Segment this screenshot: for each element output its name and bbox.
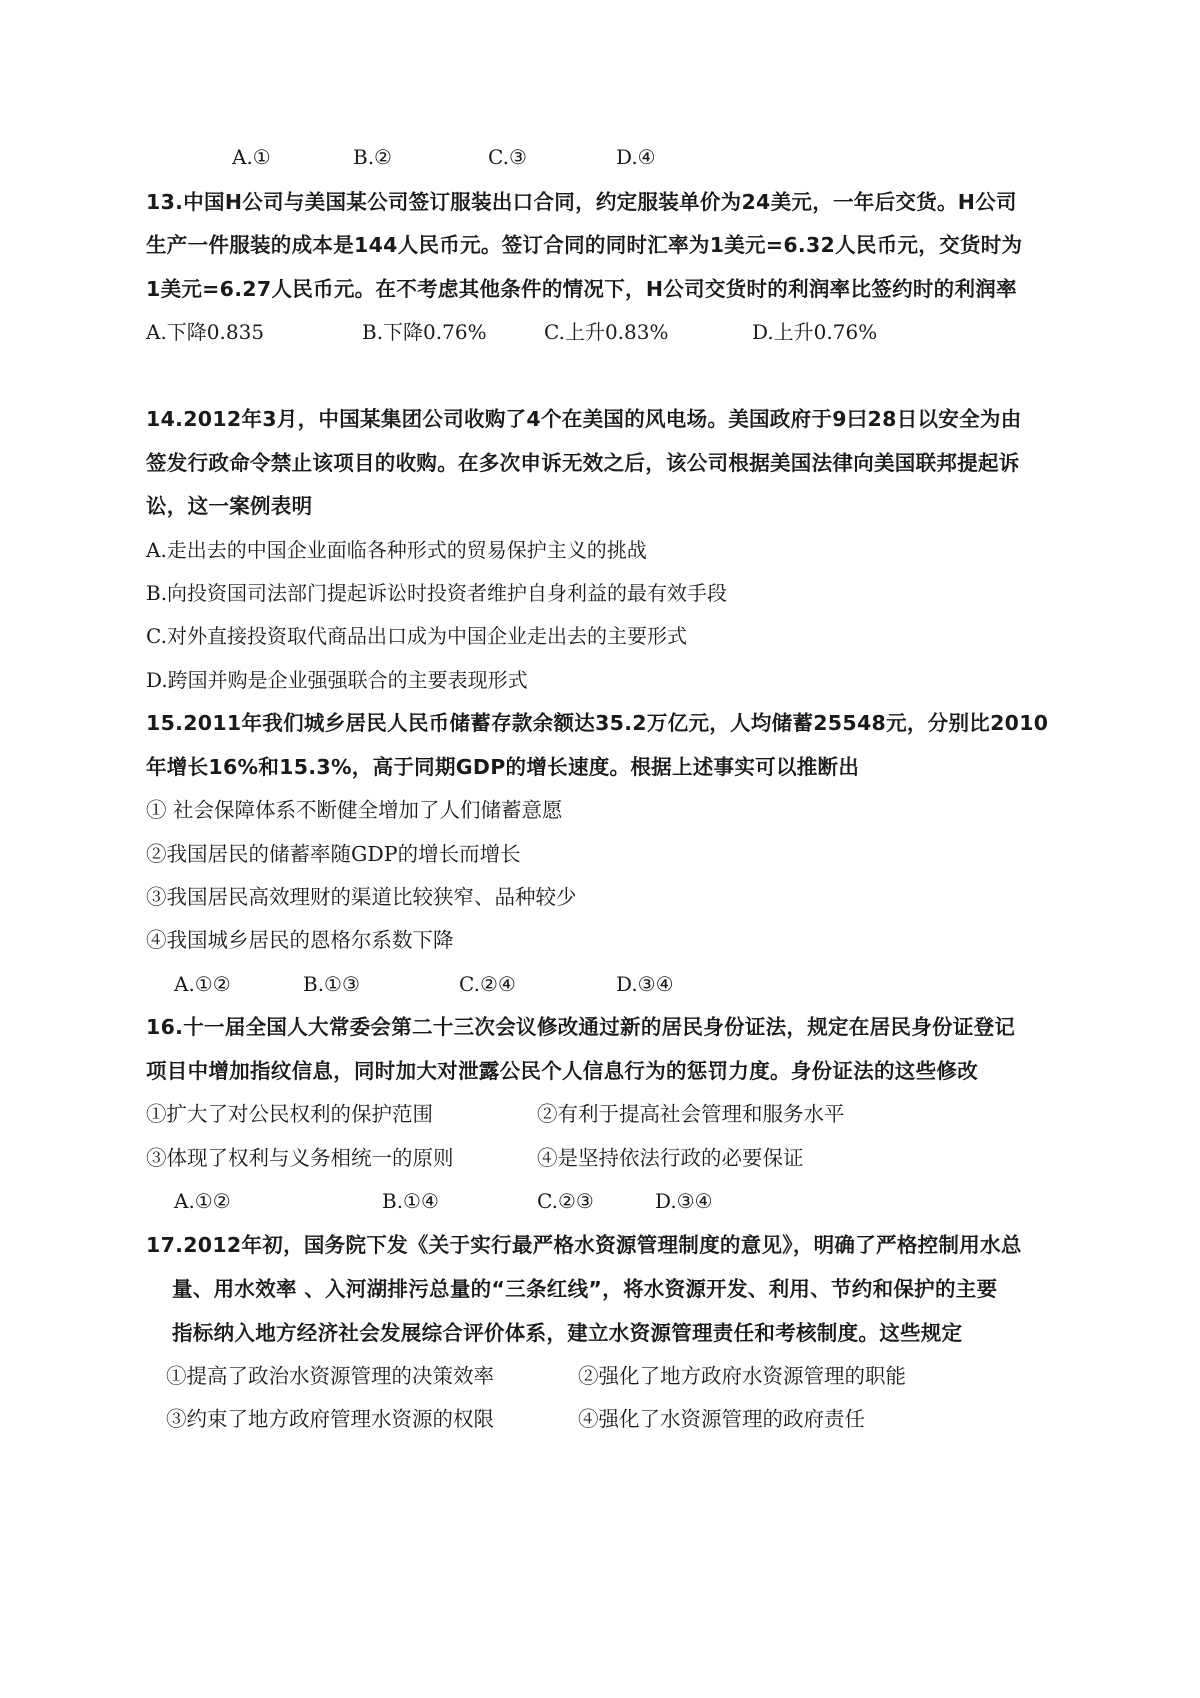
q15-option-a: A.①② xyxy=(174,972,231,996)
q17-stem-line-1: 17.2012年初，国务院下发《关于实行最严格水资源管理制度的意见》，明确了严格控制用水总 xyxy=(146,1233,1022,1257)
q13-option-c: C.上升0.83% xyxy=(544,320,669,344)
q17-statement-2: ②强化了地方政府水资源管理的职能 xyxy=(578,1364,906,1388)
q13-stem-line-2: 生产一件服装的成本是144人民币元。签订合同的同时汇率为1美元=6.32人民币元，交货时为 xyxy=(146,233,1023,257)
q14-stem-line-2: 签发行政命令禁止该项目的收购。在多次申诉无效之后，该公司根据美国法律向美国联邦提起诉 xyxy=(146,451,1020,475)
q15-stem-line-1: 15.2011年我们城乡居民人民币储蓄存款余额达35.2万亿元，人均储蓄25548元，分别比2010 xyxy=(146,711,1049,735)
q17-statement-3: ③约束了地方政府管理水资源的权限 xyxy=(166,1407,494,1431)
q14-option-b: B.向投资国司法部门提起诉讼时投资者维护自身利益的最有效手段 xyxy=(146,581,728,605)
q14-option-a: A.走出去的中国企业面临各种形式的贸易保护主义的挑战 xyxy=(146,538,647,562)
q14-stem-line-1: 14.2012年3月，中国某集团公司收购了4个在美国的风电场。美国政府于9曰28日以安全为由 xyxy=(146,407,1022,431)
q17-statement-4: ④强化了水资源管理的政府责任 xyxy=(578,1407,865,1431)
q13-stem-line-3: 1美元=6.27人民币元。在不考虑其他条件的情况下，H公司交货时的利润率比签约时的利润率 xyxy=(146,277,1017,301)
q16-option-d: D.③④ xyxy=(655,1189,713,1213)
q12-option-b: B.② xyxy=(353,145,392,169)
q13-stem-line-1: 13.中国H公司与美国某公司签订服装出口合同，约定服装单价为24美元，一年后交货。H公司 xyxy=(146,190,1017,214)
q16-stem-line-2: 项目中增加指纹信息，同时加大对泄露公民个人信息行为的惩罚力度。身份证法的这些修改 xyxy=(146,1059,978,1083)
q15-option-d: D.③④ xyxy=(616,972,674,996)
q13-option-b: B.下降0.76% xyxy=(362,320,487,344)
q15-option-b: B.①③ xyxy=(303,972,360,996)
q15-stem-line-2: 年增长16%和15.3%，高于同期GDP的增长速度。根据上述事实可以推断出 xyxy=(146,755,860,779)
q15-statement-2: ②我国居民的储蓄率随GDP的增长而增长 xyxy=(146,842,521,866)
q14-option-c: C.对外直接投资取代商品出口成为中国企业走出去的主要形式 xyxy=(146,624,687,648)
q16-statement-4: ④是坚持依法行政的必要保证 xyxy=(537,1146,804,1170)
q16-statement-2: ②有利于提高社会管理和服务水平 xyxy=(537,1102,845,1126)
q13-option-a: A.下降0.835 xyxy=(146,320,265,344)
q15-statement-3: ③我国居民高效理财的渠道比较狭窄、品种较少 xyxy=(146,885,577,909)
q12-option-a: A.① xyxy=(232,145,271,169)
q15-statement-4: ④我国城乡居民的恩格尔系数下降 xyxy=(146,928,454,952)
q15-option-c: C.②④ xyxy=(459,972,516,996)
q13-option-d: D.上升0.76% xyxy=(752,320,878,344)
q14-option-d: D.跨国并购是企业强强联合的主要表现形式 xyxy=(146,668,528,692)
q16-statement-3: ③体现了权利与义务相统一的原则 xyxy=(146,1146,454,1170)
q16-stem-line-1: 16.十一届全国人大常委会第二十三次会议修改通过新的居民身份证法，规定在居民身份证登记 xyxy=(146,1015,1016,1039)
q16-option-a: A.①② xyxy=(174,1189,231,1213)
q17-statement-1: ①提高了政治水资源管理的决策效率 xyxy=(166,1364,494,1388)
q17-stem-line-3: 指标纳入地方经济社会发展综合评价体系，建立水资源管理责任和考核制度。这些规定 xyxy=(172,1321,963,1345)
q16-option-c: C.②③ xyxy=(537,1189,594,1213)
q16-statement-1: ①扩大了对公民权利的保护范围 xyxy=(146,1102,433,1126)
q17-stem-line-2: 量、用水效率 、入河湖排污总量的“三条红线”，将水资源开发、利用、节约和保护的主要 xyxy=(172,1277,998,1301)
q16-option-b: B.①④ xyxy=(382,1189,439,1213)
q12-option-d: D.④ xyxy=(616,145,656,169)
q12-option-c: C.③ xyxy=(488,145,527,169)
q14-stem-line-3: 讼，这一案例表明 xyxy=(146,494,313,518)
q15-statement-1: ① 社会保障体系不断健全增加了人们储蓄意愿 xyxy=(146,798,563,822)
